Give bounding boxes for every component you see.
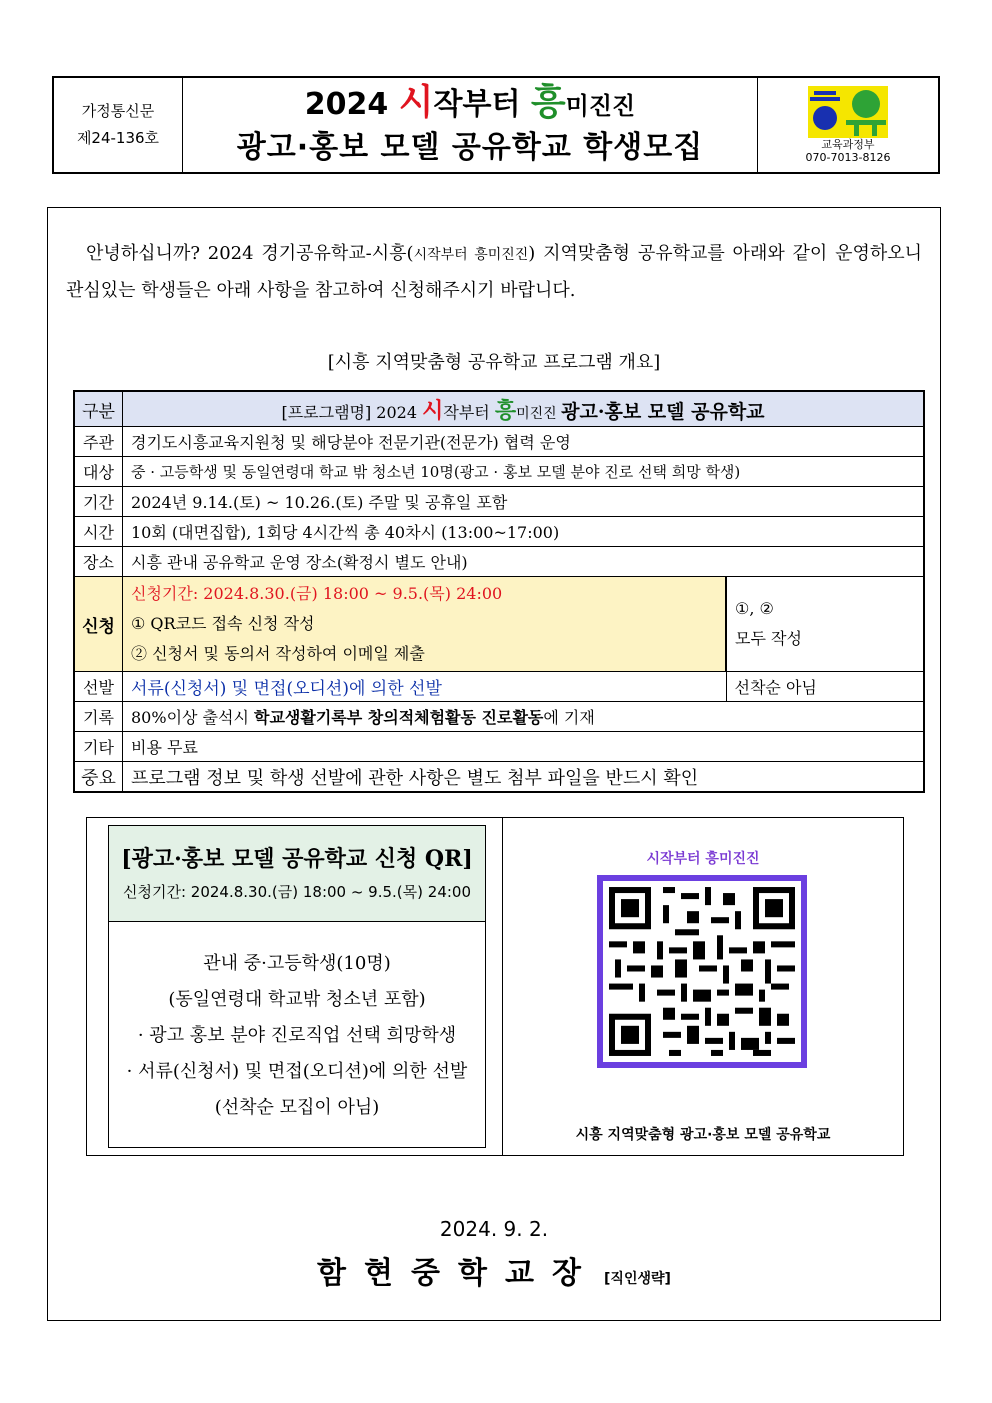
row-value: 10회 (대면집합), 1회당 4시간씩 총 40차시 (13:00~17:00) (123, 517, 925, 547)
intro-paragraph (66, 236, 922, 309)
qr-caption: 시흥 지역맞춤형 광고·홍보 모델 공유학교 (575, 1127, 831, 1143)
table-row (74, 487, 924, 517)
table-row (74, 457, 924, 487)
apply-period: 신청기간: 2024.8.30.(금) 18:00 ~ 9.5.(목) 24:00 (131, 584, 503, 603)
qr-label: 시작부터 흥미진진 (646, 851, 760, 867)
intro-text-b: ) 지역맞춤형 공유학교를 아래와 같이 운영하오니 관심있는 학생들은 아래 사항을 참고하여 신청해주시기 바랍니다. (66, 243, 923, 301)
qr-code[interactable] (597, 875, 807, 1068)
title-part2: 미진진 (565, 91, 636, 120)
row-value (123, 702, 925, 732)
list-item: (동일연령대 학교밖 청소년 포함) (168, 989, 426, 1010)
row-key: 기타 (74, 732, 123, 762)
intro-text-a: 안녕하십니까? 2024 경기공유학교-시흥( (86, 243, 414, 264)
title-si: 시 (398, 81, 434, 123)
doc-type: 가정통신문 (81, 102, 155, 120)
title-line-2: 광고·홍보 모델 공유학교 학생모집 (236, 129, 704, 165)
doc-number: 제24-136호 (76, 129, 160, 147)
document-header (52, 76, 940, 174)
row-key: 기간 (74, 487, 123, 517)
apply-details (123, 577, 727, 672)
table-row-apply (74, 577, 924, 672)
row-value: 프로그램 정보 및 학생 선발에 관한 사항은 별도 첨부 파일을 반드시 확인 (123, 762, 925, 793)
row-value: 2024년 9.14.(토) ~ 10.26.(토) 주말 및 공휴일 포함 (123, 487, 925, 517)
qr-info-header (109, 826, 485, 922)
qr-code-icon (603, 881, 801, 1062)
table-row (74, 702, 924, 732)
apply-step-2: ② 신청서 및 동의서 작성하여 이메일 제출 (131, 644, 425, 663)
seal-note: [직인생략] (604, 1271, 671, 1287)
row-key: 선발 (74, 672, 123, 702)
table-row (74, 732, 924, 762)
row-key: 신청 (74, 577, 123, 672)
list-item: · 서류(신청서) 및 면접(오디션)에 의한 선발 (126, 1061, 468, 1082)
qr-info-list (109, 922, 485, 1126)
doc-info (54, 78, 183, 172)
qr-section (86, 817, 904, 1156)
program-table (73, 390, 925, 793)
table-row (74, 517, 924, 547)
title-heung: 흥 (530, 81, 566, 123)
apply-note (726, 577, 924, 672)
prog-part2: 미진진 (516, 405, 562, 422)
overview-title: [시흥 지역맞춤형 공유학교 프로그램 개요] (327, 352, 661, 373)
header-key: 구분 (74, 391, 123, 427)
list-item: (선착순 모집이 아님) (214, 1097, 380, 1118)
title-line-1 (305, 82, 635, 127)
row-value: 중 · 고등학생 및 동일연령대 학교 밖 청소년 10명(광고 · 홍보 모델 분야 진로 선택 희망 학생) (123, 457, 925, 487)
qr-code-panel (503, 818, 903, 1155)
row-key: 장소 (74, 547, 123, 577)
prog-heung: 흥 (494, 397, 517, 424)
school-logo-icon (808, 86, 888, 138)
title-block (183, 78, 758, 172)
prog-suffix: 광고·홍보 모델 공유학교 (561, 400, 765, 423)
row-key: 기록 (74, 702, 123, 732)
row-value: 비용 무료 (123, 732, 925, 762)
record-c: 에 기재 (543, 708, 595, 727)
table-row (74, 427, 924, 457)
qr-period: 신청기간: 2024.8.30.(금) 18:00 ~ 9.5.(목) 24:00 (123, 883, 471, 901)
qr-title: [광고·홍보 모델 공유학교 신청 QR] (121, 846, 473, 872)
row-note: 선착순 아님 (726, 672, 924, 702)
record-a: 80%이상 출석시 (131, 708, 255, 727)
list-item: 관내 중·고등학생(10명) (203, 953, 391, 974)
prog-prefix: [프로그램명] 2024 (281, 402, 423, 422)
prog-si: 시 (422, 397, 444, 424)
title-year: 2024 (304, 86, 389, 122)
dept-name: 교육과정부 (821, 138, 875, 151)
qr-info-panel (108, 825, 486, 1148)
program-name (123, 391, 925, 427)
signature-block (48, 1248, 940, 1292)
row-key: 중요 (74, 762, 123, 793)
row-key: 주관 (74, 427, 123, 457)
row-key: 시간 (74, 517, 123, 547)
table-row (74, 547, 924, 577)
principal-name: 함현중학교장 (317, 1256, 599, 1291)
dept-phone: 070-7013-8126 (805, 151, 891, 164)
issue-date: 2024. 9. 2. (439, 1217, 549, 1241)
table-header-row (74, 391, 924, 427)
main-content (47, 207, 941, 1321)
row-value: 서류(신청서) 및 면접(오디션)에 의한 선발 (123, 672, 727, 702)
apply-step-1: ① QR코드 접속 신청 작성 (131, 614, 315, 633)
apply-note-1: ①, ② (735, 599, 774, 618)
list-item: · 광고 홍보 분야 진로직업 선택 희망학생 (137, 1025, 457, 1046)
row-value: 경기도시흥교육지원청 및 해당분야 전문기관(전문가) 협력 운영 (123, 427, 925, 457)
table-row (74, 762, 924, 793)
apply-note-2: 모두 작성 (735, 629, 802, 648)
title-part1: 작부터 (433, 86, 521, 122)
intro-text-small: 시작부터 흥미진진 (413, 247, 529, 263)
dept-block (758, 78, 938, 172)
record-b: 학교생활기록부 창의적체험활동 진로활동 (254, 708, 544, 727)
prog-part1: 작부터 (443, 402, 495, 422)
row-key: 대상 (74, 457, 123, 487)
table-row (74, 672, 924, 702)
row-value: 시흥 관내 공유학교 운영 장소(확정시 별도 안내) (123, 547, 925, 577)
